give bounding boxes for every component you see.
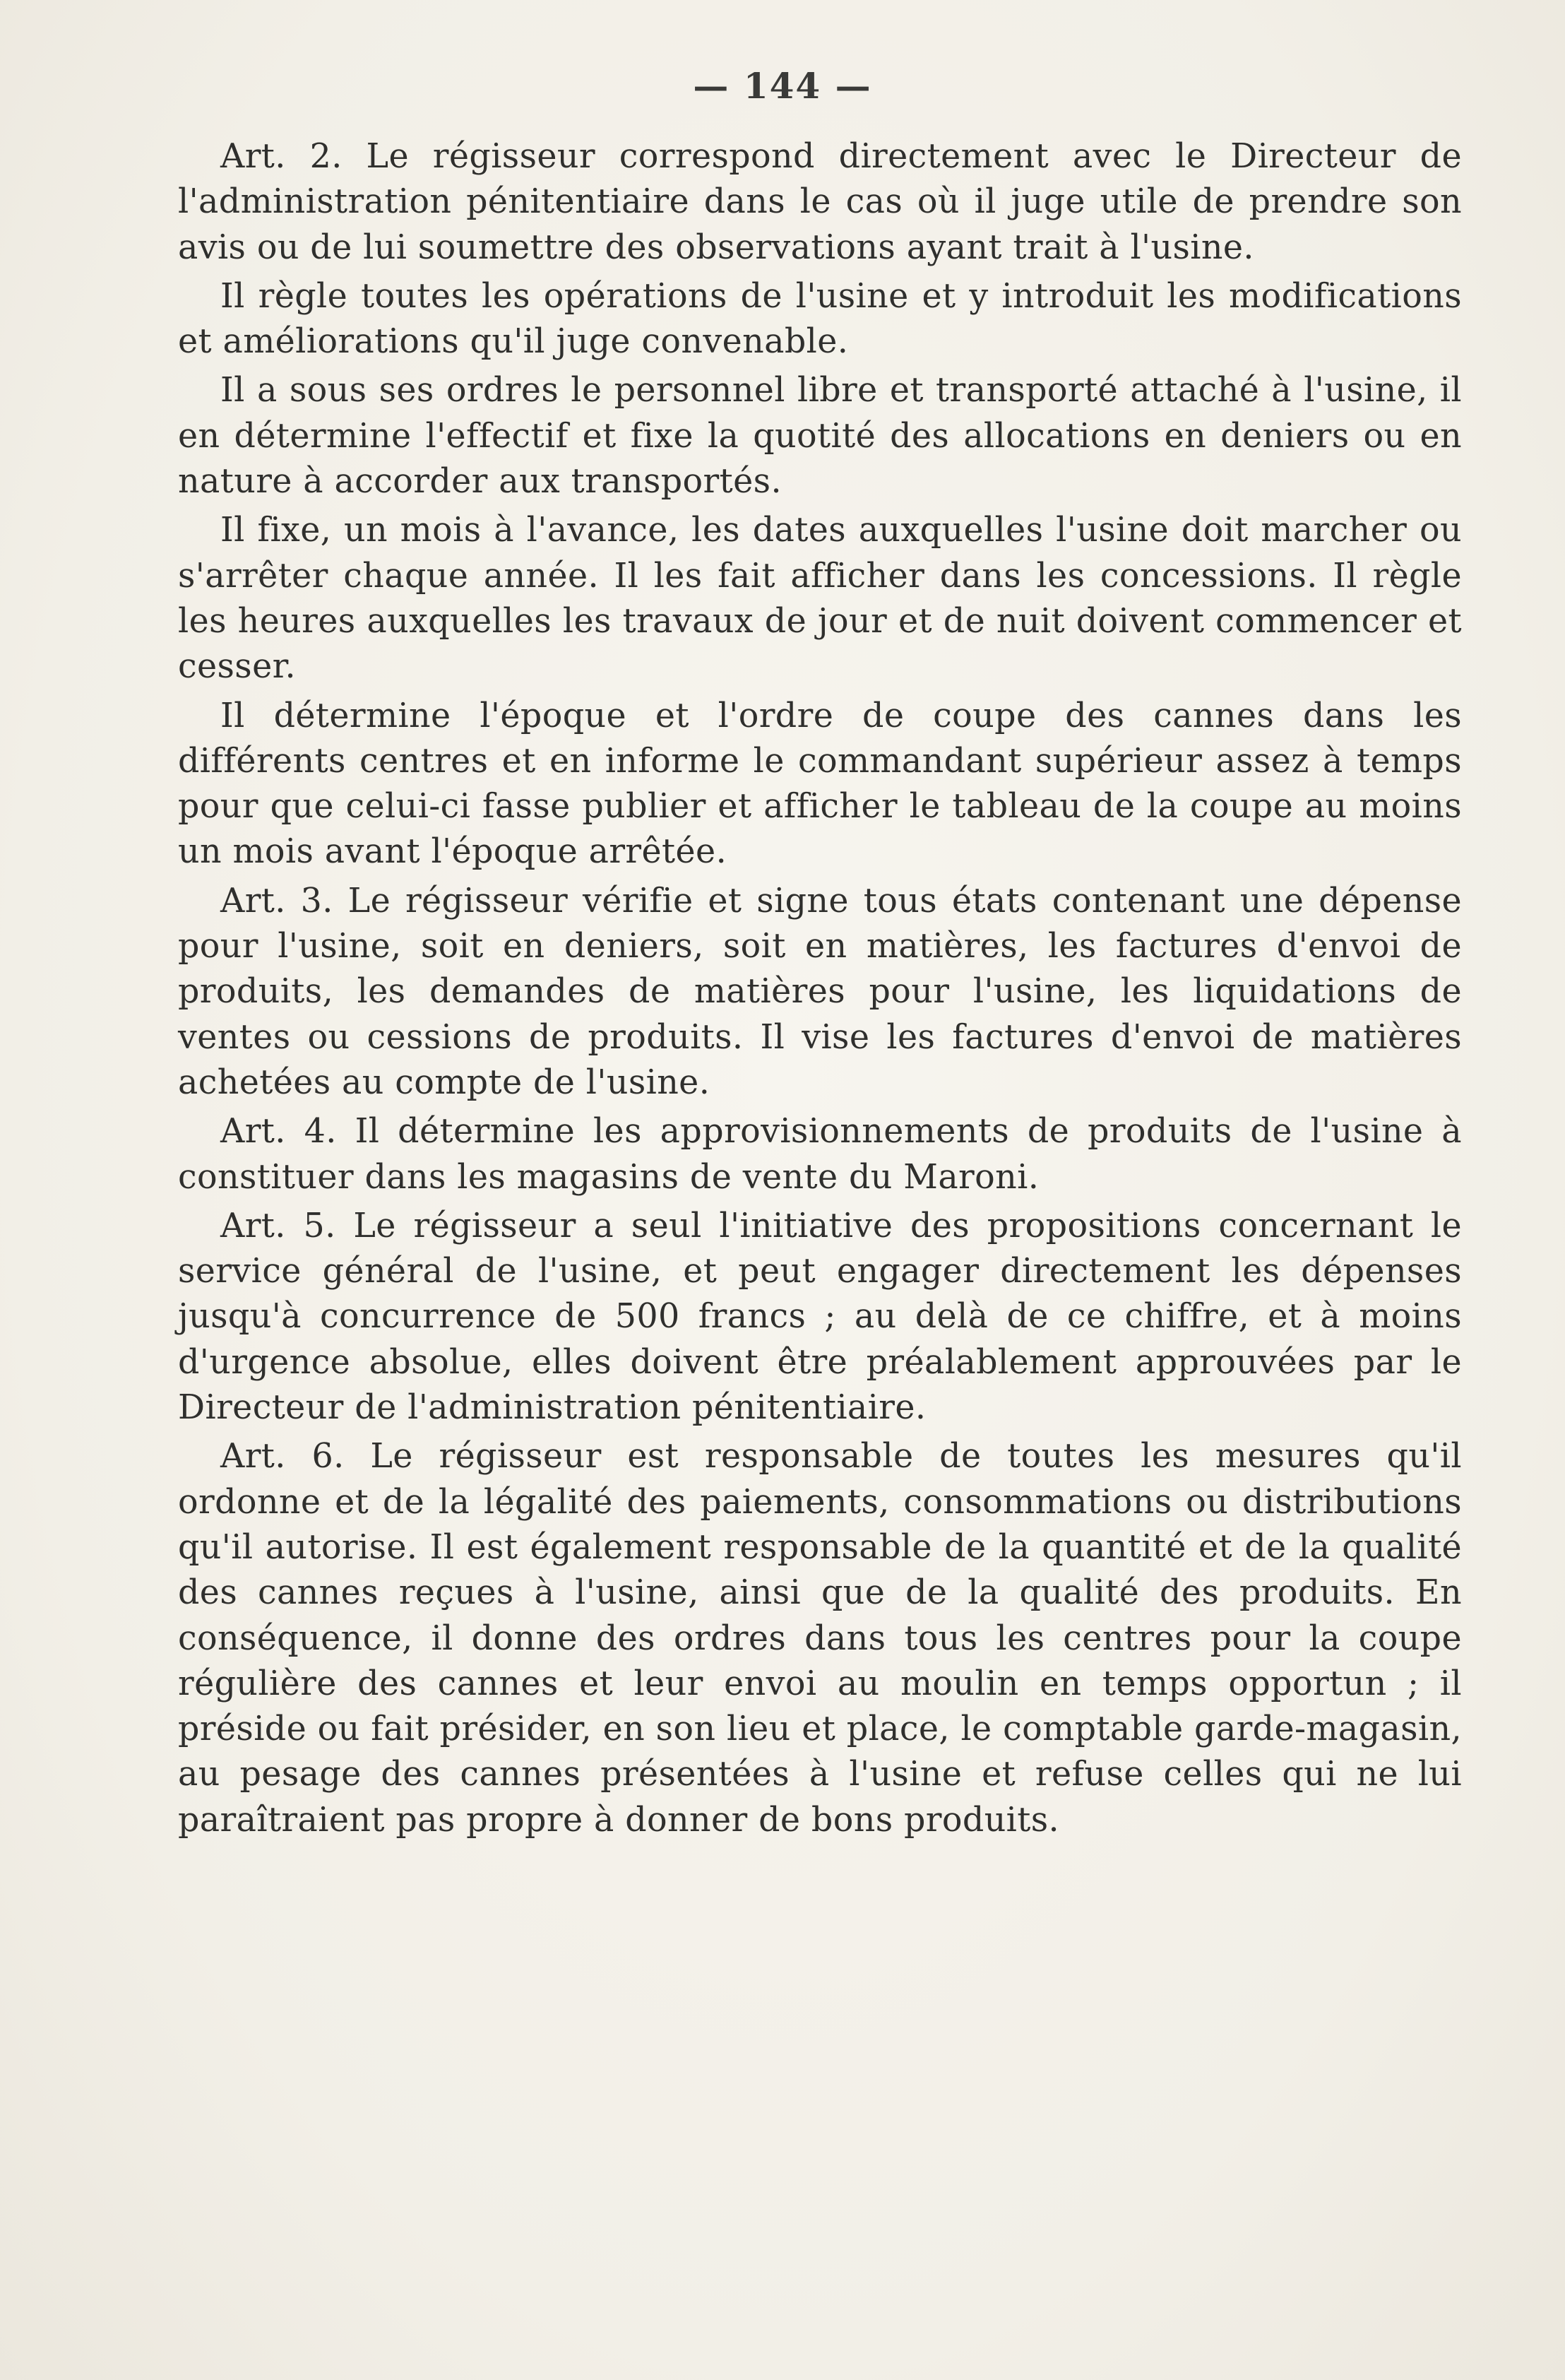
- page-number: — 144 —: [693, 65, 872, 107]
- paragraph-art-6: Art. 6. Le régisseur est responsable de toutes les mesures qu'il ordonne et de la légalité des paiements, consommations ou distributions qu'il autorise. Il est également responsable de la quantité et de la qualité des cannes reçues à l'usine, ainsi que de la qualité des produits. En conséquence, il donne des ordres dans tous les centres pour la coupe régulière des cannes et leur envoi au moulin en temps opportun ; il préside ou fait présider, en son lieu et place, le comptable garde-magasin, au pesage des cannes présentées à l'usine et refuse celles qui ne lui paraîtraient pas propre à donner de bons produits.: [178, 1437, 1462, 1840]
- paragraph-art-2: Art. 2. Le régisseur correspond directement avec le Directeur de l'administration pénitentiaire dans le cas où il juge utile de prendre son avis ou de lui soumettre des observations ayant trait à l'usine.: [178, 137, 1462, 267]
- paragraph-art-4: Art. 4. Il détermine les approvisionnements de produits de l'usine à constituer dans les magasins de vente du Maroni.: [178, 1112, 1462, 1197]
- paragraph-personnel: Il a sous ses ordres le personnel libre et transporté attaché à l'usine, il en détermine l'effectif et fixe la quotité des allocations en deniers ou en nature à accorder aux transportés.: [178, 371, 1462, 502]
- body-text: [178, 134, 1462, 1847]
- paragraph-operations: Il règle toutes les opérations de l'usine et y introduit les modifications et améliorations qu'il juge convenable.: [178, 276, 1462, 362]
- paragraph-dates: Il fixe, un mois à l'avance, les dates auxquelles l'usine doit marcher ou s'arrêter chaque année. Il les fait afficher dans les concessions. Il règle les heures auxquelles les travaux de jour et de nuit doivent commencer et cesser.: [178, 511, 1462, 687]
- paragraph-art-5: Art. 5. Le régisseur a seul l'initiative des propositions concernant le service général de l'usine, et peut engager directement les dépenses jusqu'à concurrence de 500 francs ; au delà de ce chiffre, et à moins d'urgence absolue, elles doivent être préalablement approuvées par le Directeur de l'administration pénitentiaire.: [178, 1206, 1462, 1428]
- paragraph-coupe: Il détermine l'époque et l'ordre de coupe des cannes dans les différents centres et en informe le commandant supérieur assez à temps pour que celui-ci fasse publier et afficher le tableau de la coupe au moins un mois avant l'époque arrêtée.: [178, 696, 1462, 872]
- paragraph-art-3: Art. 3. Le régisseur vérifie et signe tous états contenant une dépense pour l'usine, soit en deniers, soit en matières, les factures d'envoi de produits, les demandes de matières pour l'usine, les liquidations de ventes ou cessions de produits. Il vise les factures d'envoi de matières achetées au compte de l'usine.: [178, 881, 1462, 1102]
